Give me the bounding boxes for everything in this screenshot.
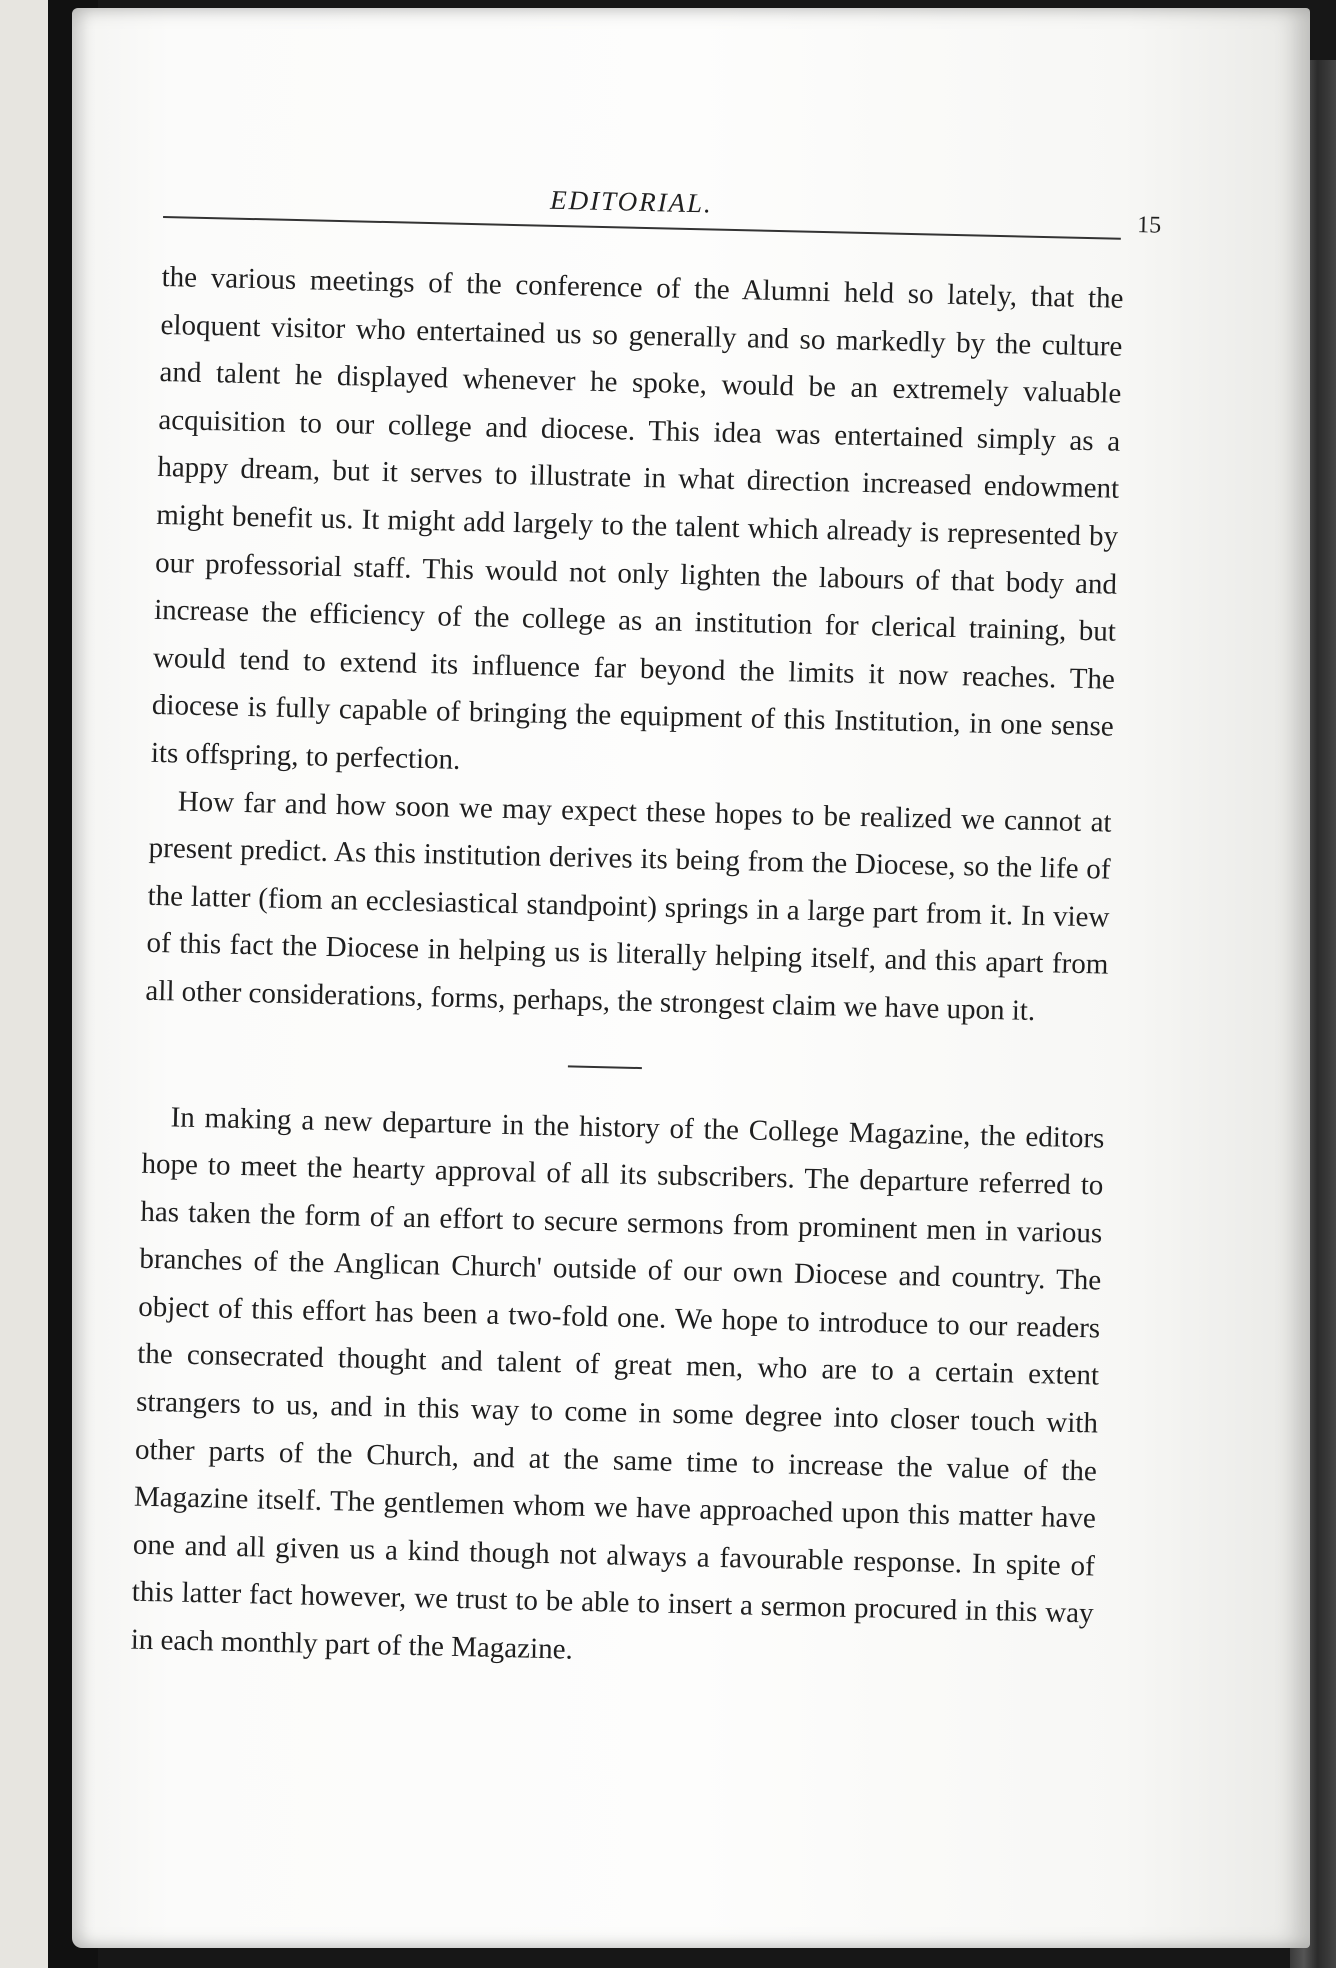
page-content <box>130 176 1164 1687</box>
facing-page-edge <box>0 0 48 1968</box>
running-head <box>162 176 1163 269</box>
page-number: 15 <box>1136 212 1162 239</box>
book-page <box>72 8 1310 1948</box>
paragraph-new-departure: In making a new departure in the history of the College Magazine, the editors hope to meet the hearty approval of all its subscribers. The departure referred to has taken the form of an effort to secure sermons from prominent men in various branches of the Anglican Church' outside of our own Diocese and country. The object of this effort has been a two-fold one. We hope to introduce to our readers the consecrated thought and talent of great men, who are to a certain extent strangers to us, and in this way to come in some degree into closer touch with other parts of the Church, and at the same time to increase the value of the Magazine itself. The gentlemen whom we have approached upon this matter have one and all given us a kind though not always a favourable response. In spite of this latter fact however, we trust to be able to insert a sermon procured in this way in each monthly part of the Magazine. <box>130 1100 1105 1666</box>
section-divider <box>568 1065 642 1069</box>
paragraph-continuation: the various meetings of the conference of the Alumni held so lately, that the eloquent visitor who entertained us so generally and so markedly by the culture and talent he displayed whenever he spoke, would be an extremely valuable acquisition to our college and diocese. This idea was entertained simply as a happy dream, but it serves to illustrate in what direction increased endowment might benefit us. It might add largely to the talent which already is represented by our professorial staff. This would not only lighten the labours of that body and increase the efficiency of the college as an institution for clerical training, but would tend to extend its influence far beyond the limits it now reaches. The diocese is fully capable of bringing the equipment of this Institution, in one sense its offspring, to perfection. <box>150 260 1124 776</box>
paragraph-hopes: How far and how soon we may expect these hopes to be realized we cannot at present predict. As this institution derives its being from the Diocese, so the life of the latter (fiom an ecclesiastical standpoint) springs in a large part from it. In view of this fact the Diocese in helping us is literally helping itself, and this apart from all other considerations, forms, perhaps, the strongest claim we have upon it. <box>145 785 1112 1027</box>
running-head-title: EDITORIAL. <box>549 184 714 219</box>
